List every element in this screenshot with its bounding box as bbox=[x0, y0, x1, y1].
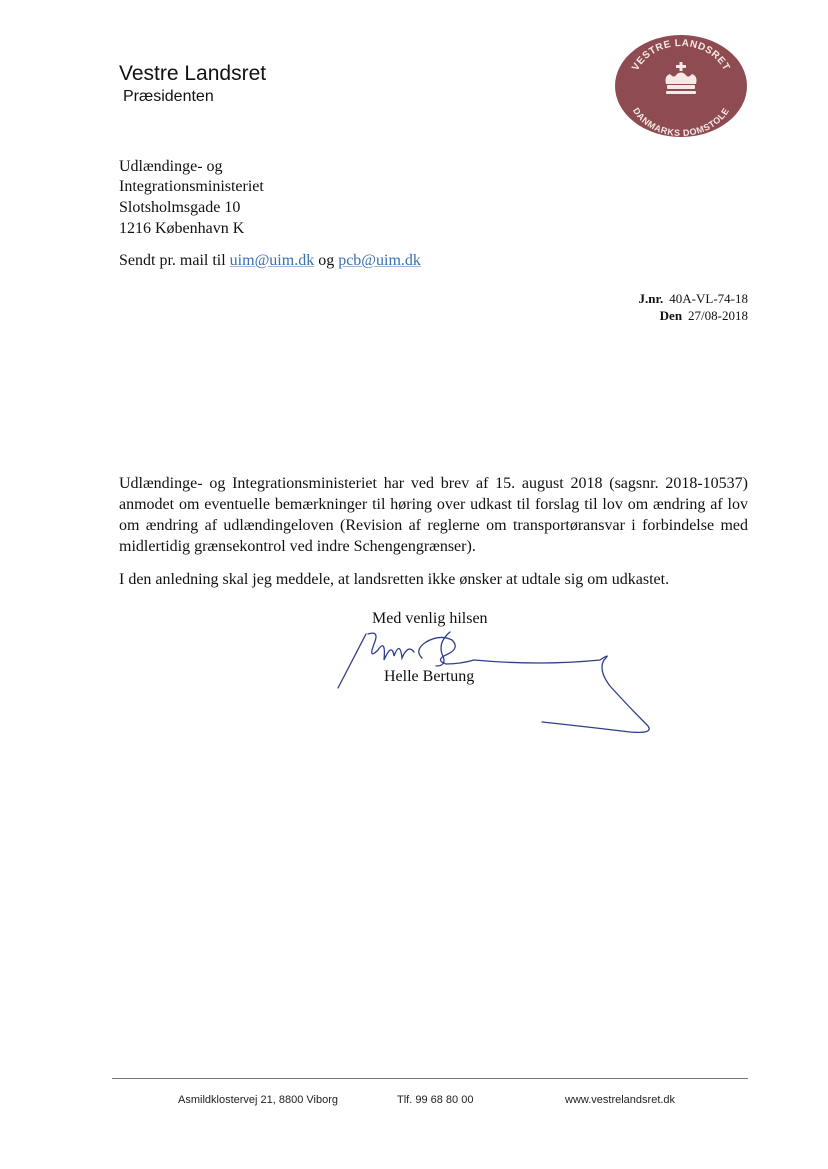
svg-text:DANMARKS DOMSTOLE: DANMARKS DOMSTOLE bbox=[630, 105, 732, 138]
footer-phone: Tlf. 99 68 80 00 bbox=[397, 1094, 474, 1106]
closing-greeting: Med venlig hilsen bbox=[372, 610, 488, 627]
email-link-uim[interactable]: uim@uim.dk bbox=[229, 252, 315, 269]
footer-website[interactable]: www.vestrelandsret.dk bbox=[565, 1094, 676, 1106]
body-paragraph: I den anledning skal jeg meddele, at landsretten ikke ønsker at udtale sig om udkastet. bbox=[119, 571, 670, 588]
svg-text:VESTRE LANDSRET: VESTRE LANDSRET bbox=[630, 37, 732, 73]
body-paragraph: Udlændinge- og Integrationsministeriet har ved brev af 15. august 2018 (sagsnr. 2018-10537) anmodet om eventuelle bemærkninger til høring over udkast til forslag til lov om ændring af lov om ændring af udlændingeloven (Revision af reglerne om transportøransvar i forbindelse med midlertidig grænsekontrol ved indre Schengengrænser). bbox=[119, 475, 748, 555]
footer-address: Asmildklostervej 21, 8800 Viborg bbox=[178, 1094, 338, 1106]
email-link-pcb[interactable]: pcb@uim.dk bbox=[338, 252, 421, 269]
journal-number-value: 40A-VL-74-18 bbox=[669, 291, 748, 306]
court-seal-logo bbox=[614, 34, 748, 138]
sent-conjunction: og bbox=[314, 252, 339, 269]
court-name: Vestre Landsret bbox=[119, 62, 267, 85]
journal-number bbox=[638, 291, 748, 307]
footer-divider bbox=[112, 1078, 748, 1079]
sent-prefix: Sendt pr. mail til bbox=[119, 252, 230, 269]
handwritten-signature bbox=[330, 630, 670, 740]
recipient-address-line: Integrationsministeriet bbox=[119, 178, 264, 195]
recipient-address-line: Slotsholmsgade 10 bbox=[119, 199, 241, 216]
signer-name: Helle Bertung bbox=[384, 668, 475, 685]
recipient-address-line: 1216 København K bbox=[119, 220, 245, 237]
sent-by-email-line bbox=[119, 252, 421, 270]
letter-date-value: 27/08-2018 bbox=[688, 308, 748, 323]
court-office: Præsidenten bbox=[123, 88, 214, 105]
journal-number-label: J.nr. bbox=[638, 291, 664, 306]
recipient-address-line: Udlændinge- og bbox=[119, 158, 223, 175]
letter-date-label: Den bbox=[659, 308, 683, 323]
letter-date bbox=[660, 308, 748, 324]
